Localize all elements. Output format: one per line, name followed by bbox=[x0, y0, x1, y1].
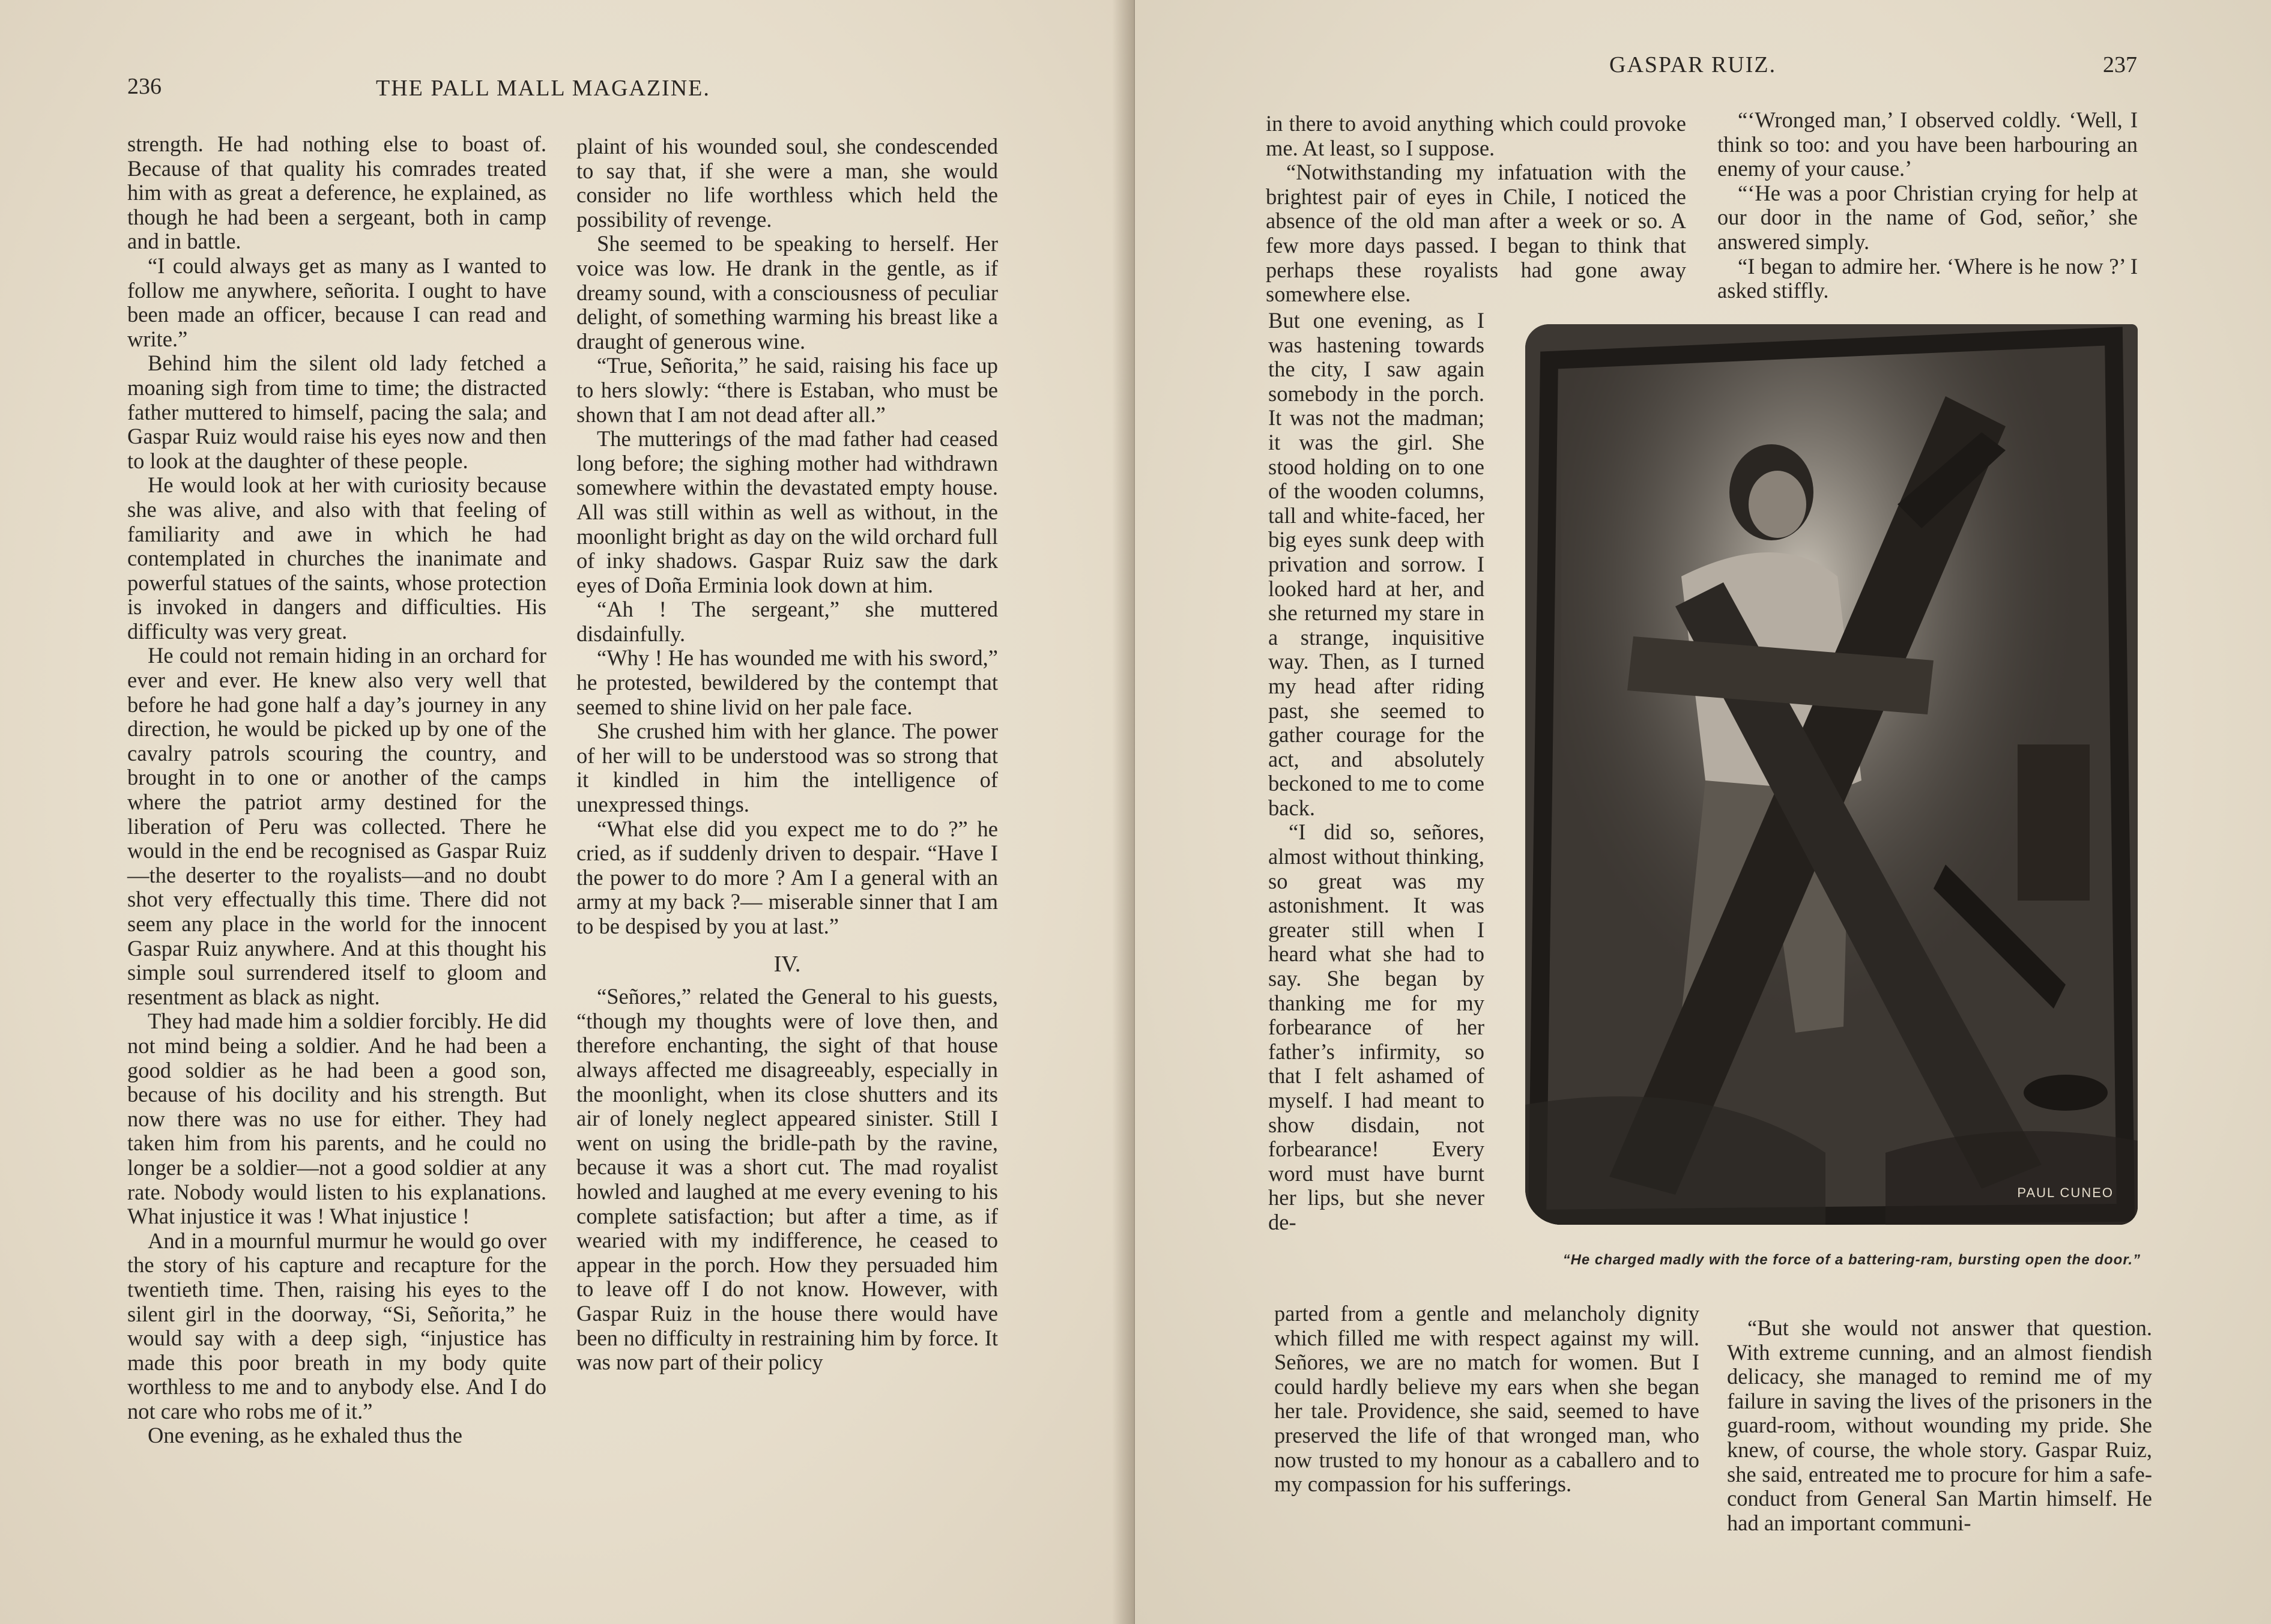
paragraph: She seemed to be speaking to herself. Her voice was low. He drank in the gentle, as if dreamy sound, with a consciousness of peculiar delight, of something warming his breast like a draught of generous wine. bbox=[576, 231, 998, 354]
paragraph: parted from a gentle and melancholy dignity which filled me with respect against my will. Señores, we are no match for women. But I could hardly believe my ears when she began her tale. Providence, she said, seemed to have preserved the life of that wronged man, who now trusted to my honour as a caballero and to my compassion for his sufferings. bbox=[1274, 1301, 1699, 1497]
paragraph: in there to avoid anything which could provoke me. At least, so I suppose. bbox=[1266, 111, 1686, 160]
page-number-right: 237 bbox=[2103, 52, 2137, 77]
illustration-caption: “He charged madly with the force of a battering-ram, bursting open the door.” bbox=[1562, 1252, 2141, 1268]
illustration-drawing bbox=[1525, 324, 2138, 1225]
paragraph: “‘Wronged man,’ I observed coldly. ‘Well, I think so too: and you have been harbouring an enemy of your cause.’ bbox=[1717, 107, 2138, 181]
left-column-1 bbox=[127, 132, 546, 1448]
right-column-2-bottom bbox=[1727, 1316, 2152, 1535]
paragraph: “I could always get as many as I wanted to follow me anywhere, señorita. I ought to have been made an officer, because I can read and write.” bbox=[127, 253, 546, 351]
running-head-right: GASPAR RUIZ. bbox=[1609, 52, 1777, 77]
paragraph: She crushed him with her glance. The power of her will to be understood was so strong that it kindled in him the intelligence of unexpressed things. bbox=[576, 719, 998, 817]
paragraph: But one evening, as I was hastening towards the city, I saw again somebody in the porch. It was not the madman; it was the girl. She stood holding on to one of the wooden columns, tall and white-faced, her big eyes sunk deep with privation and sorrow. I looked hard at her, and she returned my stare in a strange, inquisitive way. Then, as I turned my head after riding past, she seemed to gather courage for the act, and absolutely beckoned to me to come back. bbox=[1268, 308, 1484, 820]
left-column-2 bbox=[576, 134, 998, 1375]
paragraph: “I began to admire her. ‘Where is he now ?’ I asked stiffly. bbox=[1717, 253, 2138, 303]
paragraph: “What else did you expect me to do ?” he cried, as if suddenly driven to despair. “Have I the power to do more ? Am I a general with an army at my back ?— miserable sinner that I am to be despised by you at last.” bbox=[576, 816, 998, 938]
paragraph: Behind him the silent old lady fetched a moaning sigh from time to time; the distracted father muttered to himself, pacing the sala; and Gaspar Ruiz would raise his eyes now and then to look at the daughter of these people. bbox=[127, 351, 546, 473]
paragraph: “But she would not answer that question. With extreme cunning, and an almost fiendish delicacy, she managed to remind me of my failure in saving the lives of the prisoners in the guard-room, without wounding my pride. She knew, of course, the whole story. Gaspar Ruiz, she said, entreated me to procure for him a safe-conduct from General San Martin himself. He had an important communi- bbox=[1727, 1315, 2152, 1535]
paragraph: “Notwithstanding my infatuation with the brightest pair of eyes in Chile, I noticed the absence of the old man after a week or so. A few more days passed. I began to think that perhaps these royalists had gone away somewhere else. bbox=[1266, 160, 1686, 307]
paragraph: plaint of his wounded soul, she condescended to say that, if she were a man, she would consider no life worthless which held the possibility of revenge. bbox=[576, 134, 998, 232]
paragraph: And in a mournful murmur he would go over the story of his capture and recapture for the twentieth time. Then, raising his eyes to the silent girl in the doorway, “Si, Señorita,” he would say with a deep sigh, “injustice has made this poor breath in my body quite worthless to me and to anybody else. And I do not care who robs me of it.” bbox=[127, 1228, 546, 1423]
right-column-1-beside-illustration bbox=[1268, 309, 1484, 1235]
paragraph: “‘He was a poor Christian crying for help at our door in the name of God, señor,’ she answered simply. bbox=[1717, 180, 2138, 254]
right-column-2-top bbox=[1717, 108, 2138, 303]
page-number-left: 236 bbox=[127, 74, 162, 99]
paragraph: “Señores,” related the General to his guests, “though my thoughts were of love then, and therefore enchanting, the sight of that house always affected me disagreeably, especially in the moonlight, when its close shutters and its air of lonely neglect appeared sinister. Still I went on using the bridle-path by the ravine, because it was a short cut. The mad royalist howled and laughed at me every evening to his complete satisfaction; but after a time, as if wearied with my indifference, he ceased to appear in the porch. How they persuaded him to leave off I do not know. However, with Gaspar Ruiz in the house there would have been no difficulty in restraining him by force. It was now part of their policy bbox=[576, 984, 998, 1375]
paragraph: He could not remain hiding in an orchard for ever and ever. He knew also very well that before he had gone half a day’s journey in any direction, he would be picked up by one of the cavalry patrols scouring the country, and brought in to one or another of the camps where the patriot army destined for the liberation of Peru was collected. There he would in the end be recognised as Gaspar Ruiz —the deserter to the royalists—and no doubt shot very effectually this time. There did not seem any place in the world for the innocent Gaspar Ruiz anywhere. And at this thought his simple soul surrendered itself to gloom and resentment as black as night. bbox=[127, 643, 546, 1009]
section-number: IV. bbox=[773, 951, 801, 977]
illustrator-signature: PAUL CUNEO bbox=[2017, 1185, 2114, 1200]
paragraph: One evening, as he exhaled thus the bbox=[148, 1423, 463, 1448]
paragraph: He would look at her with curiosity because she was alive, and also with that feeling of familiarity and awe in which he had contemplated in churches the inanimate and powerful statues of the saints, whose protection is invoked in dangers and difficulties. His difficulty was very great. bbox=[127, 472, 546, 644]
paragraph: “I did so, señores, almost without thinking, so great was my astonishment. It was greater still when I heard what she had to say. She began by thanking me for my forbearance of her father’s infirmity, so that I felt ashamed of myself. I had meant to show disdain, not forbearance! Every word must have burnt her lips, but she never de- bbox=[1268, 820, 1484, 1234]
paragraph: “Why ! He has wounded me with his sword,” he protested, bewildered by the contempt that seemed to shine livid on her pale face. bbox=[576, 645, 998, 719]
running-head-left: THE PALL MALL MAGAZINE. bbox=[376, 76, 710, 101]
paragraph: The mutterings of the mad father had ceased long before; the sighing mother had withdrawn somewhere within the devastated empty house. All was still within as well as without, in the moonlight bright as day on the wild orchard full of inky shadows. Gaspar Ruiz saw the dark eyes of Doña Erminia look down at him. bbox=[576, 426, 998, 597]
paragraph: strength. He had nothing else to boast of. Because of that quality his comrades treated him with as great a deference, he explained, as though he had been a sergeant, both in camp and in battle. bbox=[127, 131, 546, 254]
paragraph: “Ah ! The sergeant,” she muttered disdainfully. bbox=[576, 597, 998, 646]
right-column-1-top bbox=[1266, 112, 1686, 307]
paragraph: “True, Señorita,” he said, raising his face up to hers slowly: “there is Estaban, who must be shown that I am not dead after all.” bbox=[576, 353, 998, 427]
illustration-battering-door bbox=[1525, 324, 2138, 1225]
right-column-1-bottom bbox=[1274, 1302, 1699, 1497]
paragraph: They had made him a soldier forcibly. He did not mind being a soldier. And he had been a good soldier as he had been a good son, because of his docility and his strength. But now there was no use for either. They had taken him from his parents, and he could no longer be a soldier—not a good soldier at any rate. Nobody would listen to his explanations. What injustice it was ! What injustice ! bbox=[127, 1009, 546, 1229]
left-page bbox=[0, 0, 1135, 1624]
